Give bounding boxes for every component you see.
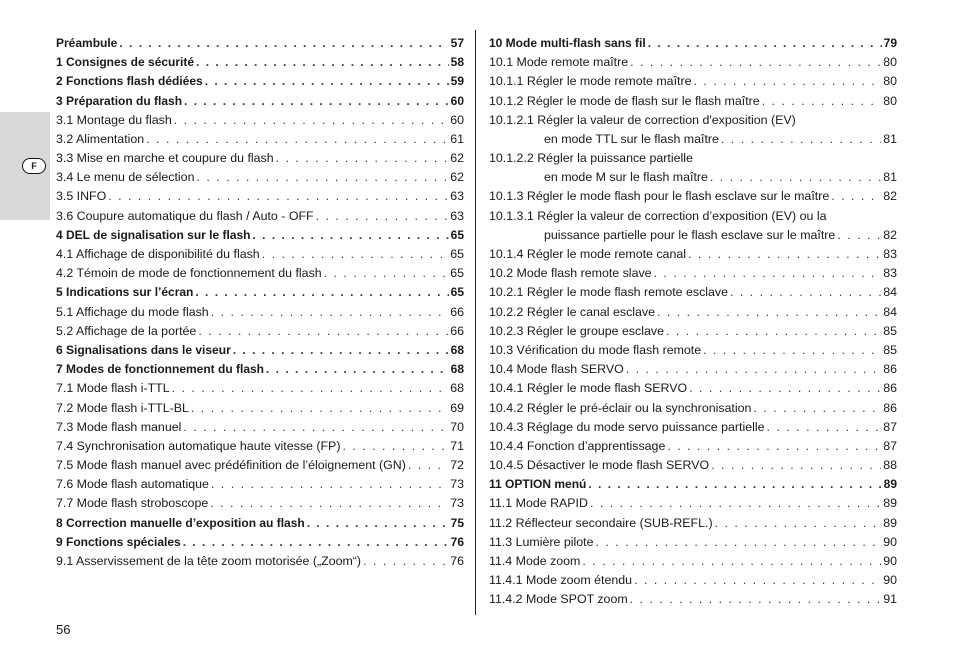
toc-leader-dots [648,34,882,53]
toc-entry-page: 76 [450,554,464,569]
toc-leader-dots [210,494,448,513]
toc-entry-title: 10.2.2 Régler le canal esclave [489,304,655,319]
toc-entry[interactable] [56,514,464,533]
toc-entry-page: 72 [450,458,464,473]
toc-leader-dots [703,341,881,360]
toc-entry-title: 10.1.2.1 Régler la valeur de correction d'exposition (EV) [489,112,796,127]
toc-entry[interactable] [489,514,897,533]
toc-leader-dots [582,552,881,571]
toc-entry[interactable] [56,341,464,360]
toc-leader-dots [667,437,881,456]
toc-leader-dots [172,379,449,398]
toc-leader-dots [211,475,448,494]
toc-entry-title: en mode M sur le flash maître [544,170,708,185]
toc-leader-dots [205,72,449,91]
toc-entry-page: 71 [450,438,464,453]
toc-entry[interactable] [489,552,897,571]
toc-entry-title: 1 Consignes de sécurité [56,55,195,70]
toc-leader-dots [626,360,881,379]
toc-leader-dots [146,130,448,149]
toc-entry-title: 3.5 INFO [56,189,107,204]
toc-entry-page: 62 [450,151,464,166]
toc-entry[interactable] [489,399,897,418]
toc-entry[interactable] [56,533,464,552]
toc-entry[interactable] [489,72,897,91]
toc-entry-page: 85 [883,323,897,338]
toc-leader-dots [688,245,881,264]
toc-entry-page: 81 [883,131,897,146]
toc-entry-page: 68 [450,381,464,396]
toc-entry-title: 11 OPTION menú [489,477,587,492]
toc-entry[interactable] [56,379,464,398]
toc-entry-page: 65 [450,266,464,281]
toc-entry-title: 10.3 Vérification du mode flash remote [489,342,702,357]
toc-entry-title: 3.2 Alimentation [56,131,145,146]
toc-entry-page: 87 [883,438,897,453]
toc-entry-title: 4.2 Témoin de mode de fonctionnement du flash [56,266,322,281]
toc-entry-title: Préambule [56,35,118,50]
toc-entry-title: 4.1 Affichage de disponibilité du flash [56,247,260,262]
toc-entry[interactable] [489,53,897,72]
toc-entry[interactable] [56,303,464,322]
toc-leader-dots [183,533,449,552]
toc-entry-page: 66 [450,304,464,319]
toc-entry-page: 81 [883,170,897,185]
toc-entry[interactable] [56,418,464,437]
toc-entry-title: en mode TTL sur le flash maître [544,131,719,146]
toc-entry-title: 8 Correction manuelle d’exposition au flash [56,515,305,530]
toc-entry-title: 10.1.4 Régler le mode remote canal [489,247,686,262]
toc-entry[interactable] [489,226,897,245]
toc-entry-page: 82 [883,227,897,242]
toc-entry[interactable] [489,92,897,111]
toc-entry-page: 91 [883,592,897,607]
toc-entry-page: 89 [883,477,897,492]
toc-entry-page: 80 [883,74,897,89]
toc-entry-title: 10.2.1 Régler le mode flash remote esclave [489,285,728,300]
toc-entry-page: 86 [883,400,897,415]
toc-entry-page: 69 [450,400,464,415]
toc-leader-dots [710,168,881,187]
toc-entry-title: 10.1.2 Régler le mode de flash sur le flash maître [489,93,760,108]
toc-entry[interactable] [489,322,897,341]
toc-entry-title: 5 Indications sur l’écran [56,285,194,300]
toc-entry[interactable] [489,360,897,379]
toc-entry-title: 5.2 Affichage de la portée [56,323,197,338]
toc-entry[interactable] [489,264,897,283]
toc-entry[interactable] [56,495,464,514]
toc-entry[interactable] [489,111,897,130]
toc-entry[interactable] [56,130,464,149]
toc-entry[interactable] [56,475,464,494]
toc-entry-page: 87 [883,419,897,434]
toc-entry[interactable] [56,399,464,418]
toc-entry-page: 86 [883,362,897,377]
toc-leader-dots [590,494,881,513]
toc-entry[interactable] [489,495,897,514]
column-divider [475,30,476,615]
toc-entry-title: 3.4 Le menu de sélection [56,170,195,185]
toc-entry[interactable] [489,379,897,398]
toc-entry-title: 10 Mode multi-flash sans fil [489,35,646,50]
toc-entry[interactable] [56,207,464,226]
toc-leader-dots [721,130,881,149]
toc-leader-dots [595,533,881,552]
toc-entry-title: 10.4.4 Fonction d’apprentissage [489,438,666,453]
toc-leader-dots [837,226,881,245]
toc-entry-title: 6 Signalisations dans le viseur [56,342,231,357]
toc-leader-dots [183,418,448,437]
toc-leader-dots [657,303,881,322]
toc-entry-page: 60 [450,93,464,108]
toc-leader-dots [184,92,449,111]
toc-leader-dots [174,111,448,130]
toc-entry-title: 9.1 Asservissement de la tête zoom motorisée („Zoom“) [56,554,362,569]
toc-entry-title: 10.4.1 Régler le mode flash SERVO [489,381,688,396]
toc-entry[interactable] [56,437,464,456]
toc-entry-page: 73 [450,477,464,492]
language-badge: F [22,158,46,174]
toc-leader-dots [654,264,882,283]
toc-entry-page: 89 [883,515,897,530]
toc-entry-page: 88 [883,458,897,473]
toc-leader-dots [767,418,882,437]
toc-left-column [56,34,464,571]
toc-entry-title: 3 Préparation du flash [56,93,183,108]
toc-entry-page: 82 [883,189,897,204]
toc-entry-page: 65 [450,247,464,262]
toc-entry-page: 61 [450,131,464,146]
toc-entry-title: 7.4 Synchronisation automatique haute vitesse (FP) [56,438,341,453]
toc-entry[interactable] [56,360,464,379]
toc-entry[interactable] [489,34,897,53]
toc-entry-title: 7.2 Mode flash i-TTL-BL [56,400,189,415]
toc-entry-title: 10.1 Mode remote maître [489,55,629,70]
toc-leader-dots [253,226,449,245]
toc-entry-title: 10.1.3 Régler le mode flash pour le flash esclave sur le maître [489,189,830,204]
toc-leader-dots [307,514,449,533]
toc-leader-dots [195,283,448,302]
toc-entry-title: 3.6 Coupure automatique du flash / Auto - OFF [56,208,314,223]
toc-entry[interactable] [56,552,464,571]
toc-entry-title: puissance partielle pour le flash esclave sur le maître [544,227,836,242]
toc-entry[interactable] [489,571,897,590]
toc-entry-title: 10.1.3.1 Régler la valeur de correction d’exposition (EV) ou la [489,208,827,223]
toc-entry[interactable] [56,72,464,91]
toc-leader-dots [324,264,449,283]
toc-leader-dots [753,399,881,418]
toc-entry-page: 76 [450,534,464,549]
toc-entry-page: 59 [450,74,464,89]
toc-entry-page: 68 [450,362,464,377]
toc-leader-dots [191,399,448,418]
toc-entry-title: 11.2 Réflecteur secondaire (SUB-REFL.) [489,515,713,530]
toc-entry[interactable] [56,92,464,111]
toc-leader-dots [730,283,881,302]
toc-entry-title: 7.1 Mode flash i-TTL [56,381,170,396]
toc-entry-title: 7.3 Mode flash manuel [56,419,182,434]
toc-entry[interactable] [489,341,897,360]
toc-entry[interactable] [56,245,464,264]
toc-entry[interactable] [56,53,464,72]
page-number: 56 [56,622,71,637]
toc-entry-page: 90 [883,573,897,588]
toc-entry[interactable] [489,533,897,552]
toc-entry-title: 10.2 Mode flash remote slave [489,266,652,281]
toc-leader-dots [689,379,881,398]
toc-entry-page: 65 [450,285,464,300]
toc-entry[interactable] [56,168,464,187]
toc-entry[interactable] [489,130,897,149]
toc-entry-page: 80 [883,93,897,108]
toc-leader-dots [630,590,882,609]
toc-leader-dots [233,341,449,360]
toc-entry[interactable] [489,245,897,264]
toc-entry-page: 80 [883,55,897,70]
toc-entry-title: 5.1 Affichage du mode flash [56,304,209,319]
toc-leader-dots [196,53,449,72]
toc-entry[interactable] [489,283,897,302]
toc-leader-dots [276,149,449,168]
toc-entry[interactable] [489,456,897,475]
toc-entry-page: 57 [450,35,464,50]
toc-entry-title: 2 Fonctions flash dédiées [56,74,203,89]
toc-entry-page: 60 [450,112,464,127]
toc-entry-title: 3.1 Montage du flash [56,112,172,127]
toc-entry[interactable] [56,283,464,302]
toc-leader-dots [108,187,448,206]
toc-entry-page: 89 [883,496,897,511]
toc-entry[interactable] [56,456,464,475]
toc-leader-dots [119,34,448,53]
toc-entry[interactable] [56,34,464,53]
toc-entry-page: 85 [883,342,897,357]
toc-leader-dots [630,53,881,72]
toc-entry-title: 11.4.2 Mode SPOT zoom [489,592,628,607]
toc-entry[interactable] [489,188,897,207]
toc-entry-page: 73 [450,496,464,511]
toc-entry-title: 9 Fonctions spéciales [56,534,181,549]
toc-entry-title: 10.4.3 Réglage du mode servo puissance partielle [489,419,765,434]
toc-entry-page: 62 [450,170,464,185]
toc-entry-page: 70 [450,419,464,434]
toc-entry[interactable] [489,303,897,322]
toc-leader-dots [316,207,449,226]
toc-entry-title: 10.2.3 Régler le groupe esclave [489,323,664,338]
toc-entry-title: 3.3 Mise en marche et coupure du flash [56,151,274,166]
toc-entry-page: 90 [883,534,897,549]
toc-entry-title: 10.4 Mode flash SERVO [489,362,624,377]
toc-leader-dots [666,322,881,341]
toc-entry[interactable] [56,111,464,130]
toc-entry-title: 10.4.5 Désactiver le mode flash SERVO [489,458,710,473]
toc-entry-page: 86 [883,381,897,396]
toc-entry-page: 65 [450,227,464,242]
toc-entry-page: 84 [883,304,897,319]
toc-entry-title: 7 Modes de fonctionnement du flash [56,362,265,377]
toc-entry[interactable] [56,188,464,207]
toc-entry-page: 63 [450,208,464,223]
toc-entry[interactable] [489,168,897,187]
toc-entry-title: 7.6 Mode flash automatique [56,477,209,492]
toc-entry-title: 10.1.2.2 Régler la puissance partielle [489,151,693,166]
toc-leader-dots [211,303,449,322]
toc-entry-title: 11.4 Mode zoom [489,554,581,569]
toc-leader-dots [588,475,881,494]
toc-leader-dots [198,322,448,341]
toc-entry[interactable] [489,590,897,609]
toc-entry[interactable] [489,437,897,456]
toc-leader-dots [693,72,881,91]
toc-right-column [489,34,897,610]
toc-leader-dots [266,360,449,379]
toc-entry[interactable] [489,475,897,494]
toc-leader-dots [762,92,882,111]
toc-entry-title: 4 DEL de signalisation sur le flash [56,227,251,242]
toc-entry-page: 83 [883,266,897,281]
toc-leader-dots [196,168,448,187]
toc-leader-dots [342,437,448,456]
toc-entry-page: 68 [450,342,464,357]
toc-entry-title: 11.4.1 Mode zoom étendu [489,573,633,588]
toc-entry-title: 10.1.1 Régler le mode remote maître [489,74,692,89]
toc-entry-page: 79 [883,35,897,50]
toc-leader-dots [408,456,448,475]
toc-entry-title: 7.5 Mode flash manuel avec prédéfinition de l’éloignement (GN) [56,458,406,473]
toc-entry-page: 75 [450,515,464,530]
toc-leader-dots [831,187,881,206]
toc-leader-dots [715,514,882,533]
toc-entry[interactable] [489,418,897,437]
toc-entry-title: 10.4.2 Régler le pré-éclair ou la synchronisation [489,400,752,415]
toc-leader-dots [363,552,448,571]
toc-entry[interactable] [489,207,897,226]
toc-entry-page: 63 [450,189,464,204]
toc-entry-title: 11.1 Mode RAPID [489,496,588,511]
toc-leader-dots [711,456,881,475]
toc-entry-page: 84 [883,285,897,300]
toc-entry[interactable] [56,226,464,245]
toc-entry-page: 83 [883,247,897,262]
toc-entry[interactable] [56,149,464,168]
toc-entry-page: 90 [883,554,897,569]
toc-entry-page: 58 [450,55,464,70]
toc-entry-title: 7.7 Mode flash stroboscope [56,496,209,511]
toc-entry-title: 11.3 Lumière pilote [489,534,594,549]
toc-entry[interactable] [56,322,464,341]
toc-entry-page: 66 [450,323,464,338]
toc-entry[interactable] [489,149,897,168]
toc-entry[interactable] [56,264,464,283]
toc-leader-dots [262,245,449,264]
toc-leader-dots [634,571,881,590]
